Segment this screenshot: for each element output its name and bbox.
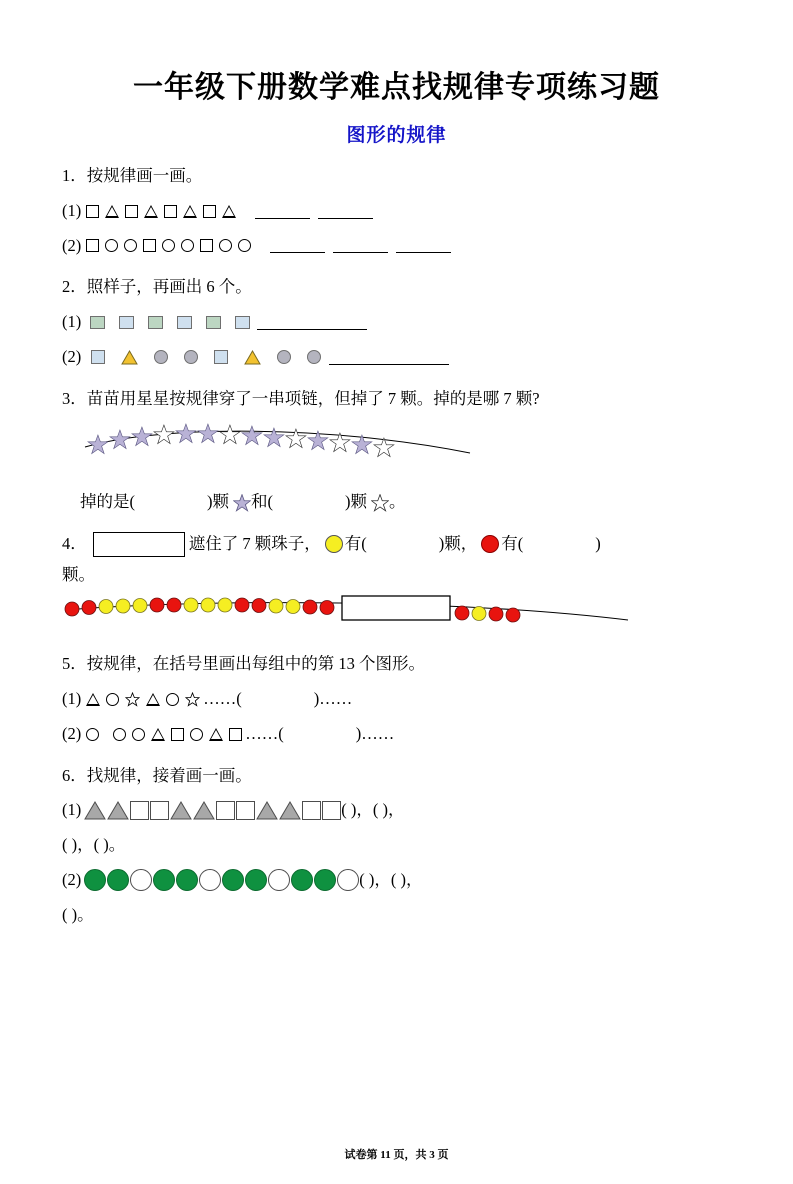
question-5-item-2 [62, 722, 731, 747]
gray-triangle-shape [256, 801, 278, 820]
triangle-shape [222, 205, 236, 218]
answer-parens-line2[interactable]: ( )，( )。 [62, 835, 126, 854]
blue-square-shape [214, 350, 228, 364]
green-circle-shape [291, 869, 313, 891]
question-5-text: 按规律，在括号里画出每组中的第 13 个图形。 [86, 654, 425, 674]
triangle-shape [86, 693, 100, 706]
purple-star-icon [233, 494, 249, 510]
white-square-shape [150, 801, 169, 820]
red-count-label: 有( [501, 533, 524, 553]
page-footer: 试卷第 11 页，共 3 页 [344, 1149, 449, 1161]
green-circle-shape [176, 869, 198, 891]
green-square-shape [148, 316, 163, 329]
green-circle-shape [245, 869, 267, 891]
triangle-shape [144, 205, 158, 218]
square-shape [200, 239, 213, 252]
question-1-item-2 [62, 234, 731, 259]
answer-blank[interactable] [333, 238, 388, 253]
item-label: (1) [62, 689, 82, 708]
question-5 [62, 652, 731, 746]
question-4-number: 4． [62, 533, 87, 553]
circle-shape [86, 728, 99, 741]
question-1 [62, 164, 731, 258]
yellow-triangle-shape [121, 350, 138, 365]
white-square-shape [322, 801, 341, 820]
question-2-number: 2． [62, 277, 87, 297]
yellow-bead-icon [325, 535, 343, 553]
green-square-shape [206, 316, 221, 329]
question-6-item-1-line2 [62, 833, 731, 858]
worksheet-page [0, 62, 793, 1184]
question-2-stem [62, 275, 731, 300]
question-5-item-1 [62, 687, 731, 712]
question-3-stem [62, 387, 731, 412]
square-shape [143, 239, 156, 252]
circle-shape [162, 239, 175, 252]
square-shape [171, 728, 184, 741]
gray-circle-shape [184, 350, 198, 364]
ellipsis-open-paren: ……( [203, 689, 242, 708]
circle-shape [124, 239, 137, 252]
answer-parens-line2[interactable]: ( )。 [62, 904, 94, 924]
answer-blank[interactable] [396, 238, 451, 253]
gray-triangle-shape [107, 801, 129, 820]
item-label: (2) [62, 723, 82, 743]
star-shape [185, 692, 200, 707]
circle-shape [190, 728, 203, 741]
question-4-text: 遮住了 7 颗珠子， [188, 533, 321, 553]
item-label: (2) [62, 235, 82, 255]
question-5-number: 5． [62, 654, 87, 674]
blue-square-shape [119, 316, 134, 329]
answer-blank[interactable] [257, 315, 367, 330]
answer-conjunction: 和( [251, 492, 273, 511]
question-2-item-1 [62, 310, 731, 335]
green-circle-shape [314, 869, 336, 891]
circle-shape [106, 693, 119, 706]
question-2 [62, 275, 731, 369]
square-shape [86, 205, 99, 218]
question-6-item-2-line2 [62, 903, 731, 928]
question-1-stem [62, 164, 731, 189]
circle-shape [132, 728, 145, 741]
answer-unit: )颗 [345, 492, 367, 511]
answer-suffix: 。 [389, 492, 406, 511]
red-count-unit: ) [595, 533, 601, 553]
circle-shape [113, 728, 126, 741]
gray-triangle-shape [279, 801, 301, 820]
page-subtitle: 图形的规律 [346, 125, 447, 146]
gray-triangle-shape [84, 801, 106, 820]
green-square-shape [90, 316, 105, 329]
triangle-shape [105, 205, 119, 218]
bead-string-illustration [62, 594, 731, 636]
answer-blank[interactable] [329, 350, 449, 365]
gray-circle-shape [307, 350, 321, 364]
item-label: (1) [62, 312, 82, 331]
answer-blank[interactable] [318, 204, 373, 219]
item-label: (2) [62, 346, 82, 366]
white-square-shape [236, 801, 255, 820]
circle-shape [105, 239, 118, 252]
question-4-text-2: 颗。 [62, 564, 95, 584]
answer-parens-line1[interactable]: ( )，( )， [359, 869, 423, 889]
green-circle-shape [222, 869, 244, 891]
gray-circle-shape [154, 350, 168, 364]
gray-triangle-shape [170, 801, 192, 820]
triangle-shape [183, 205, 197, 218]
question-2-item-2 [62, 345, 731, 370]
item-label: (2) [62, 869, 82, 889]
question-6-text: 找规律，接着画一画。 [86, 765, 252, 785]
question-3-answer-line [80, 490, 731, 515]
circle-shape [238, 239, 251, 252]
white-square-shape [302, 801, 321, 820]
gray-circle-shape [277, 350, 291, 364]
circle-shape [166, 693, 179, 706]
question-2-text: 照样子，再画出 6 个。 [86, 277, 252, 297]
cover-box[interactable] [93, 532, 185, 557]
blue-square-shape [235, 316, 250, 329]
question-3-number: 3． [62, 388, 87, 408]
close-paren-ellipsis: )…… [355, 723, 395, 743]
question-3 [62, 387, 731, 515]
close-paren-ellipsis: )…… [313, 689, 353, 708]
square-shape [229, 728, 242, 741]
green-circle-shape [153, 869, 175, 891]
question-6-number: 6． [62, 765, 87, 785]
white-square-shape [216, 801, 235, 820]
question-6 [62, 764, 731, 928]
question-1-item-1 [62, 199, 731, 224]
blue-square-shape [91, 350, 105, 364]
triangle-shape [209, 728, 223, 741]
green-circle-shape [84, 869, 106, 891]
gray-triangle-shape [193, 801, 215, 820]
white-star-icon [371, 494, 387, 510]
question-6-item-1 [62, 798, 731, 823]
circle-shape [181, 239, 194, 252]
triangle-shape [151, 728, 165, 741]
answer-parens-line1[interactable]: ( )，( )， [341, 800, 405, 820]
question-4 [62, 532, 731, 636]
yellow-count-unit: )颗， [438, 533, 478, 553]
question-4-stem-line2 [62, 563, 731, 588]
item-label: (1) [62, 200, 82, 220]
answer-unit: )颗 [207, 492, 229, 511]
item-label: (1) [62, 800, 82, 820]
ellipsis-open-paren: ……( [245, 723, 284, 743]
red-bead-icon [481, 535, 499, 553]
yellow-triangle-shape [244, 350, 261, 365]
circle-shape [219, 239, 232, 252]
white-square-shape [130, 801, 149, 820]
white-circle-shape [337, 869, 359, 891]
green-circle-shape [107, 869, 129, 891]
white-circle-shape [199, 869, 221, 891]
question-1-number: 1． [62, 166, 87, 185]
answer-blank[interactable] [270, 238, 325, 253]
question-6-stem [62, 764, 731, 789]
star-shape [125, 692, 140, 707]
question-3-text: 苗苗用星星按规律穿了一串项链，但掉了 7 颗。掉的是哪 7 颗? [86, 388, 540, 408]
page-title: 一年级下册数学难点找规律专项练习题 [133, 71, 660, 104]
question-5-stem [62, 652, 731, 677]
question-1-text: 按规律画一画。 [86, 166, 203, 185]
yellow-count-label: 有( [344, 533, 367, 553]
triangle-shape [146, 693, 160, 706]
square-shape [86, 239, 99, 252]
white-circle-shape [130, 869, 152, 891]
white-circle-shape [268, 869, 290, 891]
answer-prefix: 掉的是( [80, 492, 135, 511]
square-shape [125, 205, 138, 218]
question-6-item-2 [62, 868, 731, 893]
blue-square-shape [177, 316, 192, 329]
answer-blank[interactable] [255, 204, 310, 219]
square-shape [203, 205, 216, 218]
star-necklace-illustration [80, 417, 731, 480]
question-4-stem [62, 532, 731, 557]
square-shape [164, 205, 177, 218]
